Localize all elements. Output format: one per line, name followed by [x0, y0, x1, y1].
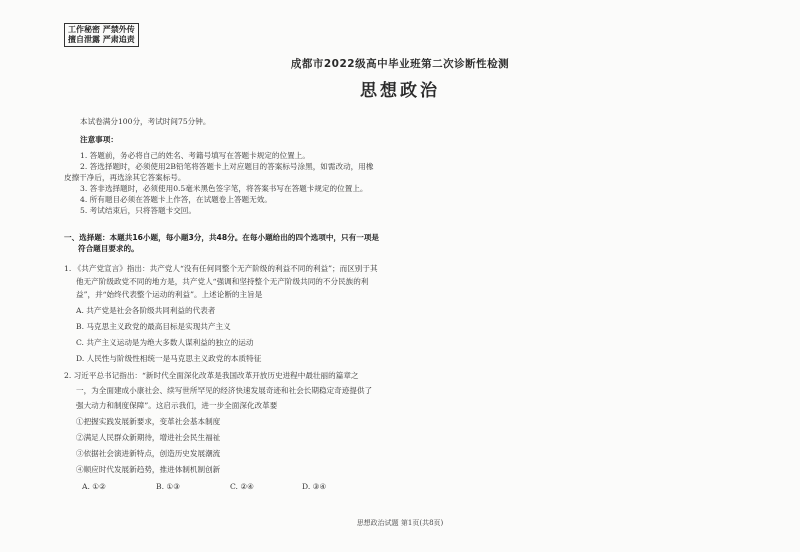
page-footer: 思想政治试题 第1页(共8页) [356, 519, 444, 527]
subject-title: 思想政治 [360, 81, 440, 101]
stamp-line-2: 擅自泄露 严肃追责 [68, 35, 135, 44]
note-item: 3. 答非选择题时，必须使用0.5毫米黑色签字笔，将答案书写在答题卡规定的位置上。 [80, 184, 368, 193]
question-2-item: ①把握实践发展新要求，变革社会基本制度 [76, 417, 221, 426]
question-2-item: ②满足人民群众新期待，增进社会民生福祉 [76, 433, 221, 442]
question-1-option-a: A. 共产党是社会各阶级共同利益的代表者 [76, 306, 216, 315]
note-item: 5. 考试结束后，只将答题卡交回。 [80, 206, 196, 215]
exam-title: 成都市2022级高中毕业班第二次诊断性检测 [290, 58, 510, 70]
note-item: 4. 所有题目必须在答题卡上作答，在试题卷上答题无效。 [80, 195, 272, 204]
question-2-stem: 2. 习近平总书记指出：“新时代全面深化改革是我国改革开放历史进程中最壮丽的篇章之 [64, 371, 359, 380]
question-2-stem: 一，为全面建成小康社会、续写世所罕见的经济快速发展奇迹和社会长期稳定奇迹提供了 [76, 386, 373, 395]
question-2-option-a: A. ①② [82, 482, 106, 491]
stamp-line-1: 工作秘密 严禁外传 [68, 25, 135, 34]
question-1-stem: 他无产阶级政党不同的地方是，共产党人“强调和坚持整个无产阶级共同的不分民族的利 [76, 277, 369, 286]
note-item: 皮擦干净后，再选涂其它答案标号。 [64, 173, 186, 182]
note-item: 2. 答选择题时，必须使用2B铅笔将答题卡上对应题目的答案标号涂黑，如需改动，用橡 [80, 162, 374, 171]
section-heading: 一、选择题：本题共16小题，每小题3分，共48分。在每小题给出的四个选项中，只有一项是 [64, 233, 379, 242]
question-1-stem: 1. 《共产党宣言》指出：共产党人“没有任何同整个无产阶级的利益不同的利益”；而区别于其 [64, 264, 378, 273]
question-2-stem: 强大动力和制度保障”。这启示我们，进一步全面深化改革要 [76, 401, 278, 410]
question-1-stem: 益”，并“始终代表整个运动的利益”。上述论断的主旨是 [76, 290, 263, 299]
note-item: 1. 答题前，务必将自己的姓名、考籍号填写在答题卡规定的位置上。 [80, 151, 310, 160]
question-2-item: ③依据社会演进新特点，创造历史发展潮流 [76, 449, 221, 458]
intro-text: 本试卷满分100分，考试时间75分钟。 [80, 117, 211, 126]
section-heading-cont: 符合题目要求的。 [78, 244, 139, 253]
question-1-option-c: C. 共产主义运动是为绝大多数人谋利益的独立的运动 [76, 338, 254, 347]
question-2-option-d: D. ③④ [302, 482, 327, 491]
confidential-stamp [64, 23, 139, 47]
notes-heading: 注意事项： [80, 135, 118, 144]
question-1-option-b: B. 马克思主义政党的最高目标是实现共产主义 [76, 322, 231, 331]
question-2-option-b: B. ①③ [156, 482, 181, 491]
question-1-option-d: D. 人民性与阶级性相统一是马克思主义政党的本质特征 [76, 354, 262, 363]
question-2-option-c: C. ②④ [230, 482, 254, 491]
question-2-item: ④顺应时代发展新趋势，推进体制机制创新 [76, 465, 221, 474]
